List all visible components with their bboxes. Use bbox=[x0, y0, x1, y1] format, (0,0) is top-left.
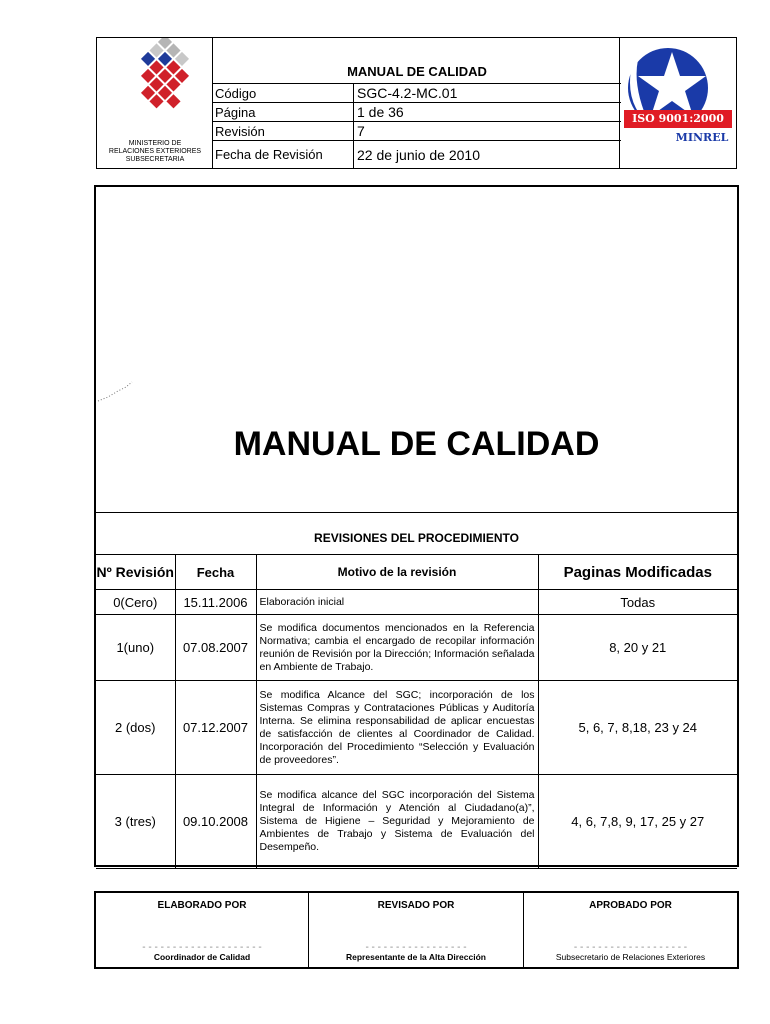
fecha-revision-label: Fecha de Revisión bbox=[215, 147, 323, 162]
row-paginas: 8, 20 y 21 bbox=[538, 615, 737, 681]
row-fecha: 07.12.2007 bbox=[175, 681, 256, 775]
table-header-row bbox=[96, 555, 737, 590]
iso-logo-cell bbox=[619, 38, 736, 168]
row-paginas: 5, 6, 7, 8,18, 23 y 24 bbox=[538, 681, 737, 775]
table-row bbox=[96, 681, 737, 775]
row-num: 0(Cero) bbox=[96, 590, 175, 615]
signature-line: - - - - - - - - - - - - - - - - - - - bbox=[573, 942, 688, 953]
table-row bbox=[96, 590, 737, 615]
signature-box bbox=[94, 891, 739, 969]
signature-line: - - - - - - - - - - - - - - - - - bbox=[365, 942, 467, 953]
row-paginas: Todas bbox=[538, 590, 737, 615]
ministry-logo-cell bbox=[97, 38, 213, 168]
revisions-table bbox=[96, 554, 737, 869]
signature-heading: ELABORADO POR bbox=[157, 900, 247, 911]
ministry-logo-icon bbox=[97, 38, 213, 138]
scribble-mark bbox=[96, 369, 146, 409]
header-row-fecha bbox=[213, 144, 621, 163]
codigo-label: Código bbox=[215, 86, 257, 101]
codigo-value: SGC-4.2-MC.01 bbox=[357, 85, 458, 101]
ministry-line-3: SUBSECRETARIA bbox=[125, 156, 185, 163]
revisions-heading: REVISIONES DEL PROCEDIMIENTO bbox=[314, 531, 519, 545]
ministry-line-2: RELACIONES EXTERIORES bbox=[108, 148, 202, 155]
signature-name: Representante de la Alta Dirección bbox=[346, 952, 486, 962]
row-fecha: 07.08.2007 bbox=[175, 615, 256, 681]
minrel-text: MINREL bbox=[675, 131, 729, 144]
row-num: 2 (dos) bbox=[96, 681, 175, 775]
fecha-revision-value: 22 de junio de 2010 bbox=[357, 147, 480, 163]
signature-name: Subsecretario de Relaciones Exteriores bbox=[555, 952, 706, 962]
table-row bbox=[96, 775, 737, 869]
row-motivo: Se modifica documentos mencionados en la Referencia Normativa; cambia el encargado de recopilar información reunión de Revisión por la Dirección; Información señalada en Ambiente de Trabajo. bbox=[256, 615, 538, 681]
revision-value: 7 bbox=[357, 123, 365, 139]
header-title: MANUAL DE CALIDAD bbox=[347, 64, 487, 79]
row-fecha: 15.11.2006 bbox=[175, 590, 256, 615]
signature-aprobado bbox=[524, 893, 737, 967]
iso-badge-text: ISO 9001:2000 bbox=[632, 112, 724, 125]
pagina-label: Página bbox=[215, 105, 256, 120]
row-fecha: 09.10.2008 bbox=[175, 775, 256, 869]
col-header-paginas: Paginas Modificadas bbox=[538, 555, 737, 590]
pagina-value: 1 de 36 bbox=[357, 104, 404, 120]
iso-badge bbox=[624, 110, 732, 128]
signature-name: Coordinador de Calidad bbox=[153, 952, 251, 962]
revision-label: Revisión bbox=[215, 124, 265, 139]
col-header-motivo: Motivo de la revisión bbox=[256, 555, 538, 590]
row-num: 1(uno) bbox=[96, 615, 175, 681]
row-motivo: Se modifica alcance del SGC incorporación del Sistema Integral de Información y Atención al Ciudadano(a)”, Sistema de Higiene – Seguridad y Mejoramiento de Ambientes de Trabajo y Sistema de Evaluación del Desempeño. bbox=[256, 775, 538, 869]
header-row-revision bbox=[213, 122, 621, 141]
manual-title: MANUAL DE CALIDAD bbox=[233, 425, 600, 463]
signature-elaborado bbox=[96, 893, 308, 967]
row-paginas: 4, 6, 7,8, 9, 17, 25 y 27 bbox=[538, 775, 737, 869]
ministry-line-1: MINISTERIO DE bbox=[128, 140, 182, 147]
signature-revisado bbox=[309, 893, 523, 967]
row-motivo: Elaboración inicial bbox=[256, 590, 538, 615]
signature-heading: APROBADO POR bbox=[589, 900, 672, 911]
main-content-box bbox=[94, 185, 739, 867]
document-header bbox=[96, 37, 737, 169]
star-logo-icon bbox=[620, 38, 737, 168]
col-header-fecha: Fecha bbox=[175, 555, 256, 590]
table-row bbox=[96, 615, 737, 681]
row-num: 3 (tres) bbox=[96, 775, 175, 869]
signature-line: - - - - - - - - - - - - - - - - - - - - bbox=[142, 942, 262, 953]
header-row-pagina bbox=[213, 103, 621, 122]
row-motivo: Se modifica Alcance del SGC; incorporación de los Sistemas Compras y Contrataciones Públicas y Auditoría Interna. Se elimina responsabilidad de aplicar encuestas de satisfacción de clientes al Coordinador de Calidad. Incorporación del Procedimiento “Selección y Evaluación de proveedores”. bbox=[256, 681, 538, 775]
header-row-codigo bbox=[213, 84, 621, 103]
col-header-num: Nº Revisión bbox=[96, 555, 175, 590]
signature-heading: REVISADO POR bbox=[377, 900, 455, 911]
